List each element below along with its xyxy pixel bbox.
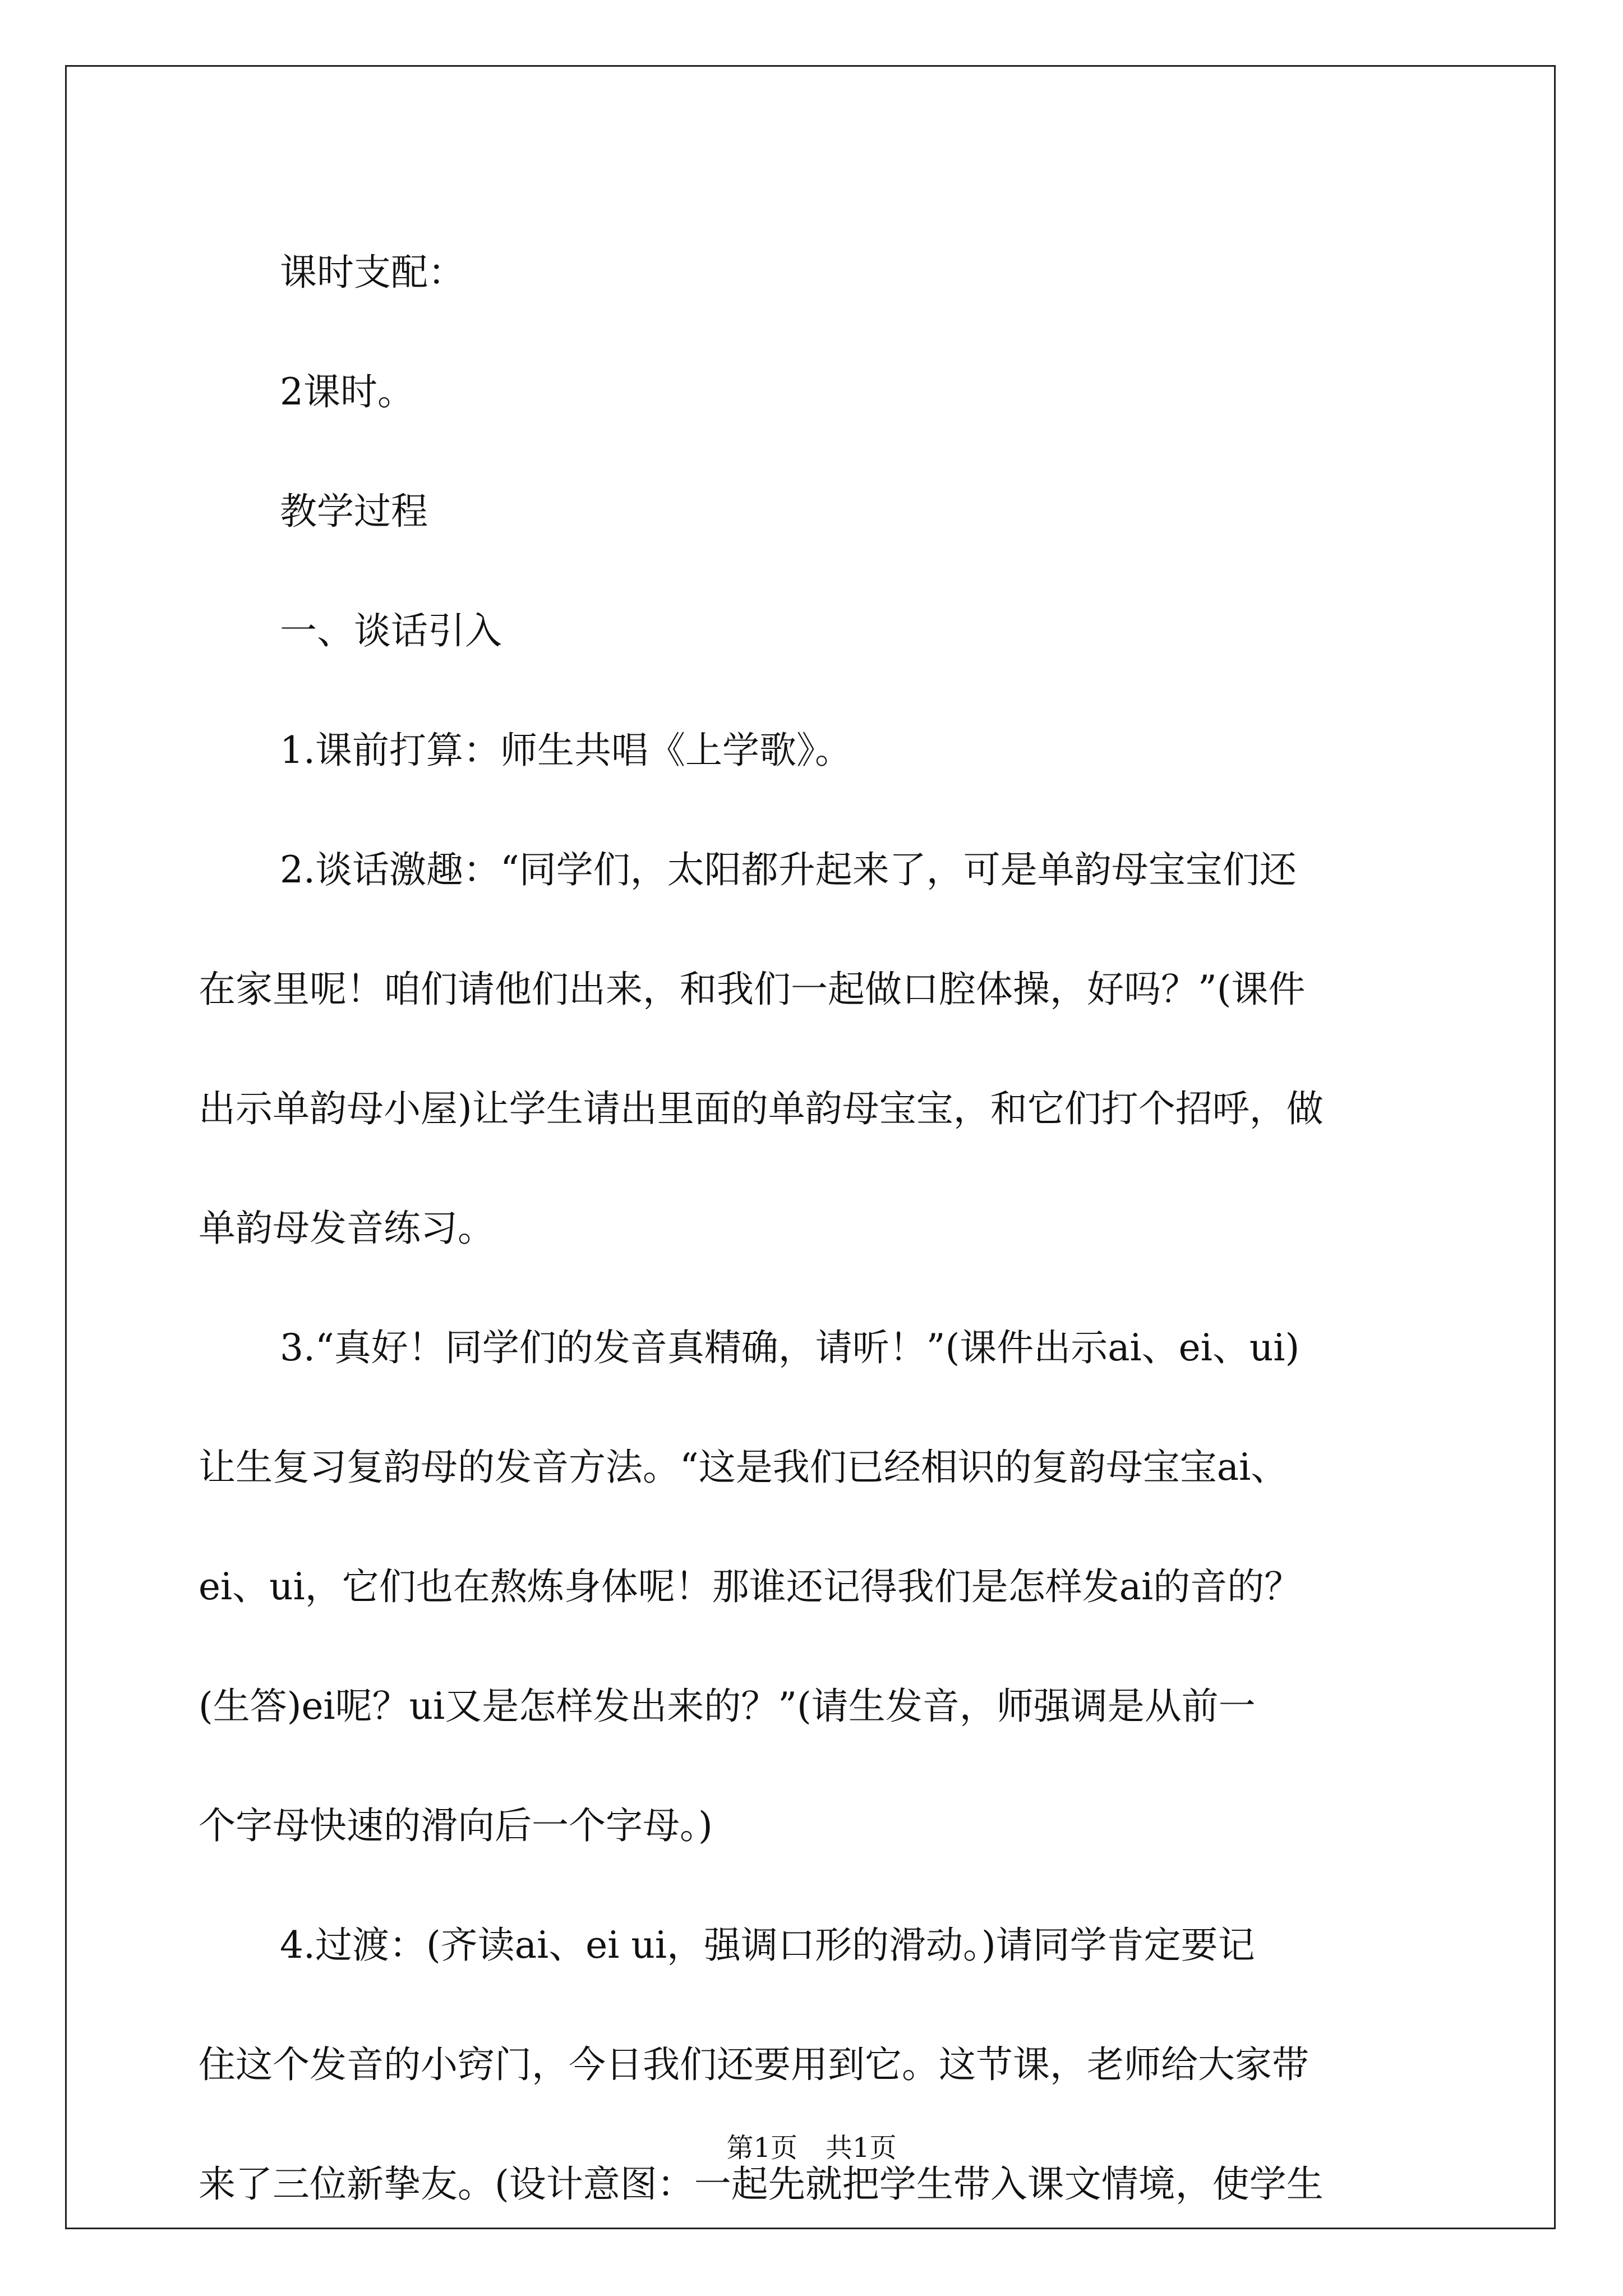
page-number: 第1页: [726, 2132, 797, 2164]
text-line: (生答)ei呢？ui又是怎样发出来的？”(请生发音，师强调是从前一: [199, 1685, 1256, 1728]
text-line: 3.“真好！同学们的发音真精确，请听！”(课件出示ai、ei、ui): [280, 1326, 1300, 1369]
text-line: 1.课前打算：师生共唱《上学歌》。: [280, 729, 852, 772]
section-heading: 教学过程: [280, 490, 428, 533]
document-body: [199, 213, 1432, 2244]
text-line: ei、ui，它们也在熬炼身体呢！那谁还记得我们是怎样发ai的音的？: [199, 1565, 1302, 1608]
page-footer: [0, 2126, 1623, 2165]
text-line: 单韵母发音练习。: [199, 1207, 495, 1250]
text-line: 在家里呢！咱们请他们出来，和我们一起做口腔体操，好吗？”(课件: [199, 968, 1306, 1011]
text-line: 来了三位新挚友。(设计意图：一起先就把学生带入课文情境，使学生: [199, 2162, 1324, 2206]
text-line: 让生复习复韵母的发音方法。“这是我们已经相识的复韵母宝宝ai、: [199, 1446, 1288, 1489]
text-line: 2.谈话激趣：“同学们，太阳都升起来了，可是单韵母宝宝们还: [280, 848, 1297, 891]
text-line: 4.过渡：(齐读ai、ei ui，强调口形的滑动。)请同学肯定要记: [280, 1924, 1255, 1967]
text-line: 住这个发音的小窍门，今日我们还要用到它。这节课，老师给大家带: [199, 2043, 1309, 2086]
text-line: 2课时。: [280, 370, 414, 413]
text-line: 个字母快速的滑向后一个字母。): [199, 1804, 713, 1847]
text-line: 课时支配：: [280, 251, 465, 294]
section-heading: 一、谈话引入: [280, 609, 502, 652]
document-text: [199, 213, 1432, 2244]
text-line: 出示单韵母小屋)让学生请出里面的单韵母宝宝，和它们打个招呼，做: [199, 1087, 1324, 1130]
page-total: 共1页: [826, 2132, 897, 2164]
